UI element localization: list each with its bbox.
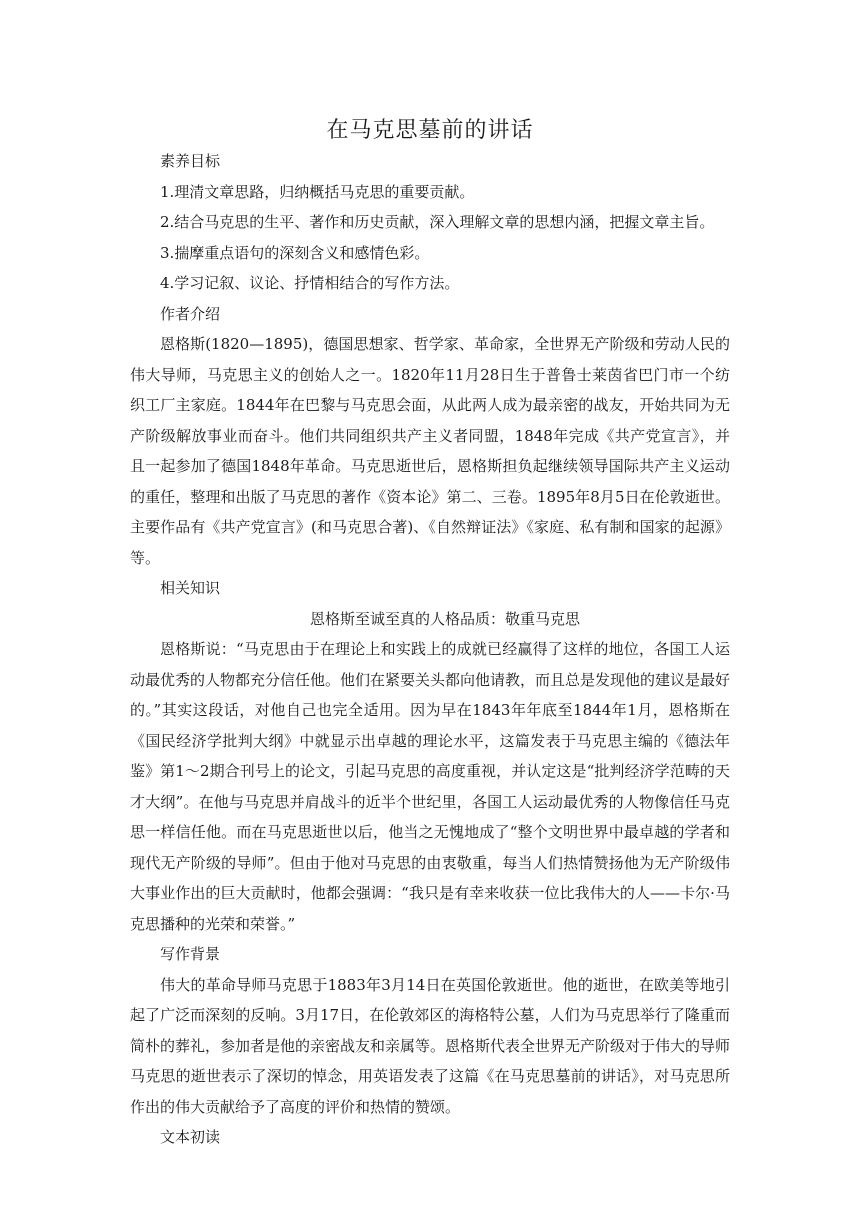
author-paragraph: 恩格斯(1820—1895)，德国思想家、哲学家、革命家，全世界无产阶级和劳动人民的伟大导师，马克思主义的创始人之一。1820年11月28日生于普鲁士莱茵省巴门市一个纺织工厂主家庭。1844年在巴黎与马克思会面，从此两人成为最亲密的战友，开始共同为无产阶级解放事业而奋斗。他们共同组织共产主义者同盟，1848年完成《共产党宣言》，并且一起参加了德国1848年革命。马克思逝世后，恩格斯担负起继续领导国际共产主义运动的重任，整理和出版了马克思的著作《资本论》第二、三卷。1895年8月5日在伦敦逝世。主要作品有《共产党宣言》(和马克思合著)、《自然辩证法》《家庭、私有制和国家的起源》等。 [130, 335, 730, 567]
goal-item: 1.理清文章思路，归纳概括马克思的重要贡献。 [160, 182, 475, 201]
author-heading: 作者介绍 [160, 304, 221, 323]
reading-heading: 文本初读 [160, 1128, 221, 1146]
goal-item: 2.结合马克思的生平、著作和历史贡献，深入理解文章的思想内涵，把握文章主旨。 [160, 213, 715, 231]
goal-item: 3.揣摩重点语句的深刻含义和感情色彩。 [160, 243, 430, 262]
background-heading: 写作背景 [160, 945, 221, 963]
knowledge-heading: 相关知识 [160, 579, 221, 597]
goals-heading: 素养目标 [160, 152, 221, 170]
background-paragraph: 伟大的革命导师马克思于1883年3月14日在英国伦敦逝世。他的逝世，在欧美等地引起了广泛而深刻的反响。3月17日，在伦敦郊区的海格特公墓，人们为马克思举行了隆重而简朴的葬礼，参加者是他的亲密战友和亲属等。恩格斯代表全世界无产阶级对于伟大的导师马克思的逝世表示了深切的悼念，用英语发表了这篇《在马克思墓前的讲话》，对马克思所作出的伟大贡献给予了高度的评价和热情的赞颂。 [130, 975, 731, 1116]
page-title: 在马克思墓前的讲话 [326, 118, 534, 143]
goal-item: 4.学习记叙、议论、抒情相结合的写作方法。 [160, 274, 460, 292]
document-body [130, 146, 730, 1153]
knowledge-paragraph: 恩格斯说：“马克思由于在理论上和实践上的成就已经赢得了这样的地位，各国工人运动最优秀的人物都充分信任他。他们在紧要关头都向他请教，而且总是发现他的建议是最好的。”其实这段话，对他自己也完全适用。因为早在1843年年底至1844年1月，恩格斯在《国民经济学批判大纲》中就显示出卓越的理论水平，这篇发表于马克思主编的《德法年鉴》第1～2期合刊号上的论文，引起马克思的高度重视，并认定这是“批判经济学范畴的天才大纲”。在他与马克思并肩战斗的近半个世纪里，各国工人运动最优秀的人物像信任马克思一样信任他。而在马克思逝世以后，他当之无愧地成了“整个文明世界中最卓越的学者和现代无产阶级的导师”。但由于他对马克思的由衷敬重，每当人们热情赞扬他为无产阶级伟大事业作出的巨大贡献时，他都会强调：“我只是有幸来收获一位比我伟大的人——卡尔·马克思播种的光荣和荣誉。” [130, 640, 731, 933]
knowledge-subtitle: 恩格斯至诚至真的人格品质：敬重马克思 [309, 609, 580, 628]
